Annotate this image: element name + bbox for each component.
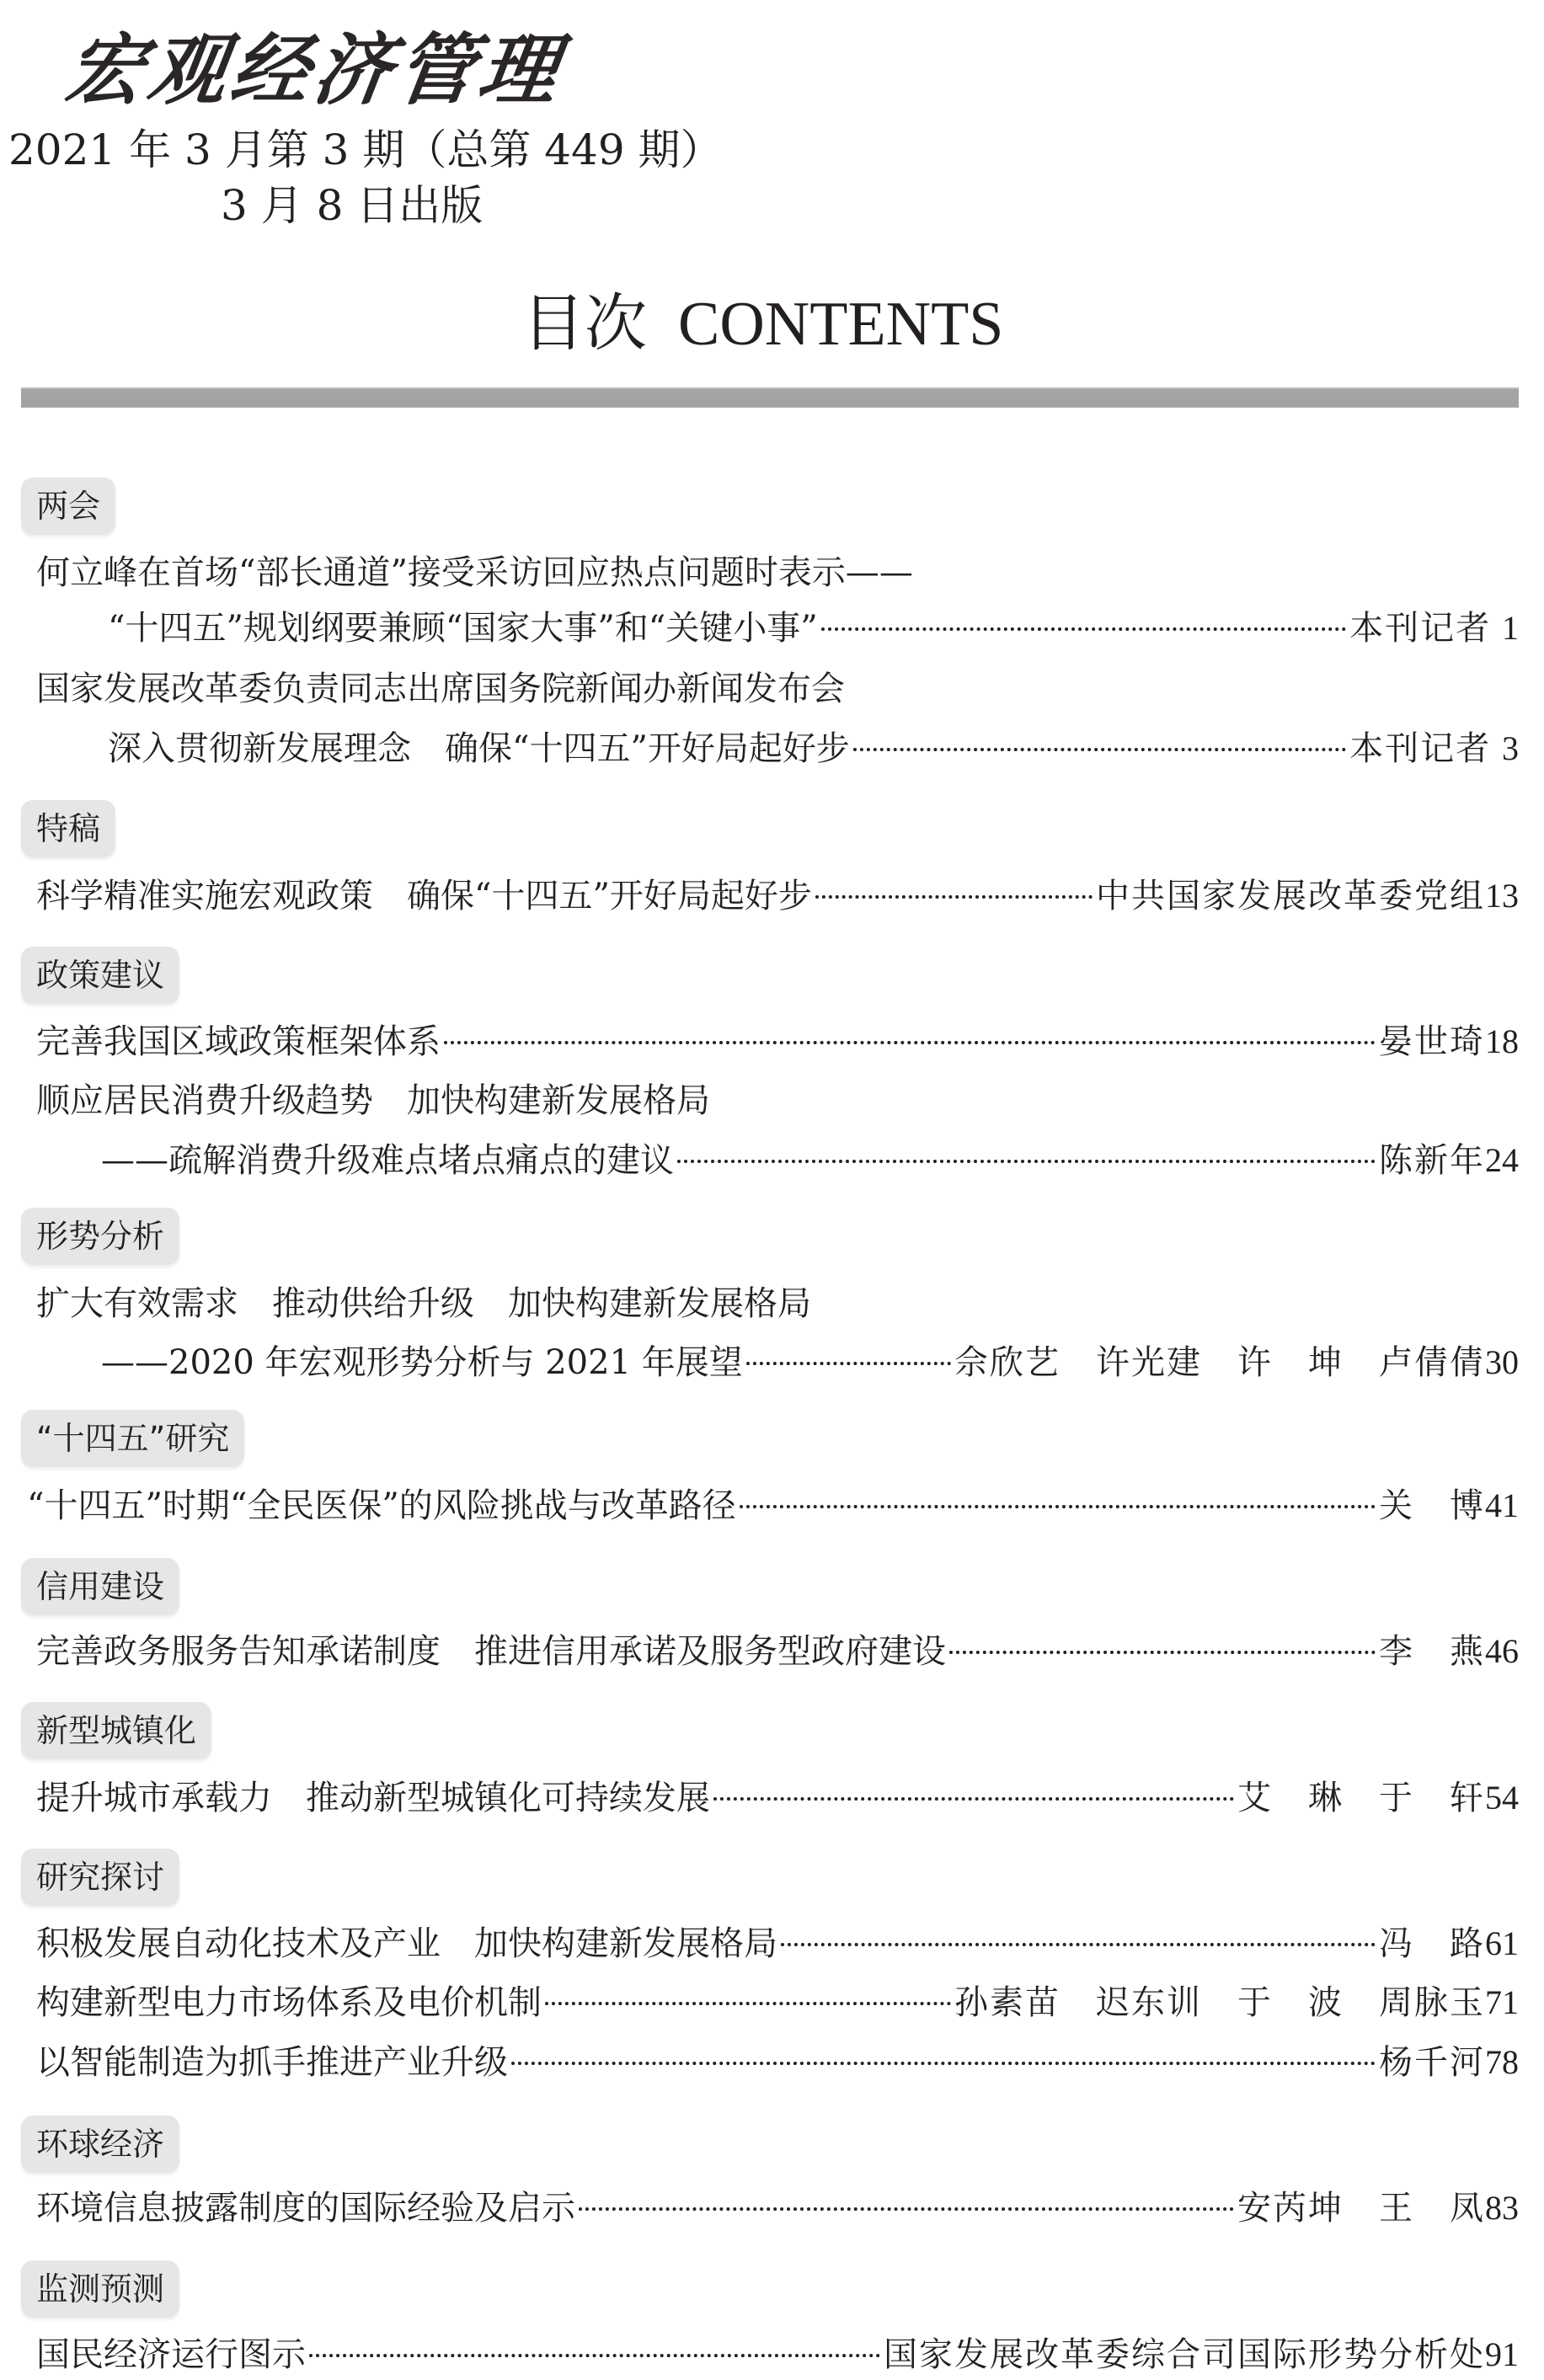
entry-author: 艾 琳 于 轩 [1237, 1779, 1485, 1817]
entry-page: 3 [1502, 729, 1519, 767]
toc-line [36, 547, 1519, 598]
entry-author: 关 博 [1379, 1486, 1485, 1525]
entry-title-line1: 国家发展改革委负责同志出席国务院新闻办新闻发布会 [36, 670, 845, 708]
entry-author: 晏世琦 [1379, 1022, 1485, 1061]
entry-page: 30 [1485, 1343, 1519, 1381]
toc-entry[interactable] [36, 2183, 1519, 2233]
entry-page: 18 [1485, 1022, 1519, 1060]
entry-title: 完善我国区域政策框架体系 [36, 1022, 441, 1061]
entry-page: 54 [1485, 1779, 1519, 1817]
entry-author: 孙素苗 迟东训 于 波 周脉玉 [954, 1983, 1485, 2022]
toc-entry[interactable] [36, 1017, 1519, 1067]
issue-info: 2021 年 3 月第 3 期（总第 449 期） [8, 125, 723, 174]
entry-author: 中共国家发展改革委党组 [1096, 877, 1485, 915]
publish-date: 3 月 8 日出版 [221, 181, 484, 230]
entry-title-line1: 扩大有效需求 推动供给升级 加快构建新发展格局 [36, 1284, 811, 1323]
journal-logo: 宏观经济管理 [60, 24, 569, 115]
toc-entry[interactable] [36, 2037, 1519, 2088]
entry-author: 安芮坤 王 凤 [1237, 2189, 1485, 2228]
toc-entry[interactable] [36, 871, 1519, 921]
entry-page: 78 [1485, 2043, 1519, 2081]
entry-page: 13 [1485, 877, 1519, 915]
entry-author: 杨千河 [1379, 2043, 1485, 2082]
dot-leader [309, 2354, 880, 2357]
entry-title: 国民经济运行图示 [36, 2335, 306, 2374]
section-label: 政策建议 [21, 947, 179, 1004]
dot-leader [821, 627, 1347, 631]
toc-entry[interactable] [108, 603, 1519, 654]
entry-page: 1 [1502, 609, 1519, 647]
entry-title: 深入贯彻新发展理念 确保“十四五”开好局起好步 [108, 729, 850, 768]
contents-title: 目次 CONTENTS [522, 290, 1004, 359]
entry-author: 本刊记者 [1349, 729, 1492, 768]
entry-title: 环境信息披露制度的国际经验及启示 [36, 2189, 575, 2228]
toc-entry[interactable] [101, 1337, 1519, 1388]
dot-leader [815, 895, 1093, 899]
entry-author: 冯 路 [1379, 1924, 1485, 1963]
toc-line [36, 664, 1519, 714]
section-label: 新型城镇化 [21, 1702, 211, 1759]
toc-entry[interactable] [27, 1481, 1519, 1531]
entry-page: 24 [1485, 1141, 1519, 1179]
entry-author: 本刊记者 [1349, 609, 1492, 648]
toc-line [36, 1075, 1519, 1126]
entry-page: 83 [1485, 2189, 1519, 2227]
section-label: 信用建设 [21, 1558, 179, 1615]
dot-leader [781, 1943, 1376, 1946]
section-label: 监测预测 [21, 2260, 179, 2318]
toc-entry[interactable] [36, 2329, 1519, 2380]
section-label: 形势分析 [21, 1208, 179, 1265]
entry-title: ——2020 年宏观形势分析与 2021 年展望 [101, 1343, 743, 1382]
toc-entry[interactable] [108, 723, 1519, 774]
dot-leader [545, 2002, 951, 2005]
entry-author: 李 燕 [1379, 1632, 1485, 1671]
entry-title: 完善政务服务告知承诺制度 推进信用承诺及服务型政府建设 [36, 1632, 946, 1671]
entry-title: 构建新型电力市场体系及电价机制 [36, 1983, 542, 2022]
dot-leader [444, 1041, 1376, 1044]
entry-title: ——疏解消费升级难点堵点痛点的建议 [101, 1141, 674, 1180]
section-label: 特稿 [21, 800, 115, 857]
dot-leader [677, 1160, 1376, 1163]
entry-title: 以智能制造为抓手推进产业升级 [36, 2043, 508, 2082]
entry-title: “十四五”时期“全民医保”的风险挑战与改革路径 [27, 1486, 736, 1525]
entry-page: 71 [1485, 1983, 1519, 2021]
toc-entry[interactable] [36, 1918, 1519, 1969]
divider-bar [21, 387, 1519, 408]
section-label: 两会 [21, 478, 115, 535]
entry-title: “十四五”规划纲要兼顾“国家大事”和“关键小事” [108, 609, 818, 648]
entry-title-line1: 顺应居民消费升级趋势 加快构建新发展格局 [36, 1081, 710, 1120]
entry-page: 61 [1485, 1924, 1519, 1962]
dot-leader [740, 1505, 1376, 1508]
dot-leader [949, 1651, 1376, 1654]
section-label: 研究探讨 [21, 1849, 179, 1906]
entry-page: 46 [1485, 1632, 1519, 1670]
dot-leader [511, 2062, 1376, 2065]
entry-title: 积极发展自动化技术及产业 加快构建新发展格局 [36, 1924, 777, 1963]
entry-title-line1: 何立峰在首场“部长通道”接受采访回应热点问题时表示—— [36, 553, 913, 592]
entry-author: 国家发展改革委综合司国际形势分析处 [884, 2335, 1485, 2374]
section-label: 环球经济 [21, 2116, 179, 2173]
section-label: “十四五”研究 [21, 1410, 244, 1467]
toc-entry[interactable] [36, 1773, 1519, 1823]
entry-title: 科学精准实施宏观政策 确保“十四五”开好局起好步 [36, 877, 812, 915]
entry-page: 91 [1485, 2335, 1519, 2373]
entry-author: 陈新年 [1379, 1141, 1485, 1180]
toc-entry[interactable] [36, 1977, 1519, 2028]
entry-author: 佘欣艺 许光建 许 坤 卢倩倩 [954, 1343, 1485, 1382]
entry-page: 41 [1485, 1486, 1519, 1524]
dot-leader [853, 748, 1346, 751]
dot-leader [713, 1797, 1234, 1801]
entry-title: 提升城市承载力 推动新型城镇化可持续发展 [36, 1779, 710, 1817]
dot-leader [746, 1362, 951, 1365]
toc-entry[interactable] [101, 1135, 1519, 1186]
dot-leader [579, 2207, 1234, 2211]
toc-line [36, 1278, 1519, 1329]
toc-entry[interactable] [36, 1626, 1519, 1677]
